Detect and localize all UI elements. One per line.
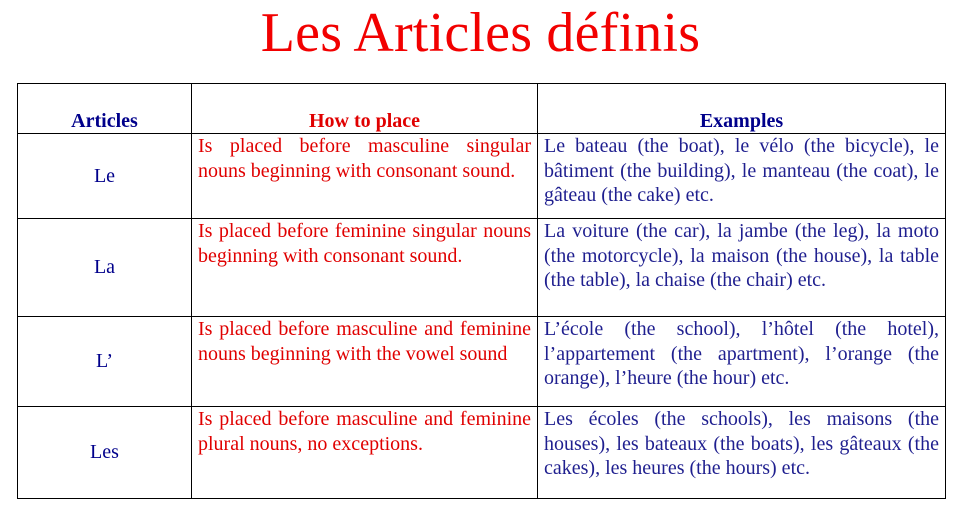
page-title: Les Articles définis [260,2,701,64]
how-to-place-cell: Is placed before masculine and feminine nouns beginning with the vowel sound [192,317,538,407]
examples-cell: Le bateau (the boat), le vélo (the bicycle), le bâtiment (the building), le manteau (the coat), le gâteau (the cake) etc. [538,134,946,219]
table-row [18,134,946,219]
header-how-to-place: How to place [192,84,538,134]
article-cell: L’ [18,317,192,407]
table-row [18,219,946,317]
table-header-row [18,84,946,134]
table-row [18,407,946,499]
table-row [18,317,946,407]
article-cell: Le [18,134,192,219]
examples-cell: Les écoles (the schools), les maisons (the houses), les bateaux (the boats), les gâteaux (the cakes), les heures (the hours) etc. [538,407,946,499]
examples-cell: La voiture (the car), la jambe (the leg), la moto (the motorcycle), la maison (the house), la table (the table), la chaise (the chair) etc. [538,219,946,317]
article-cell: Les [18,407,192,499]
header-examples: Examples [538,84,946,134]
how-to-place-cell: Is placed before masculine and feminine plural nouns, no exceptions. [192,407,538,499]
how-to-place-cell: Is placed before feminine singular nouns beginning with consonant sound. [192,219,538,317]
examples-cell: L’école (the school), l’hôtel (the hotel), l’appartement (the apartment), l’orange (the orange), l’heure (the hour) etc. [538,317,946,407]
how-to-place-cell: Is placed before masculine singular nouns beginning with consonant sound. [192,134,538,219]
header-articles: Articles [18,84,192,134]
article-cell: La [18,219,192,317]
articles-table [17,83,946,499]
